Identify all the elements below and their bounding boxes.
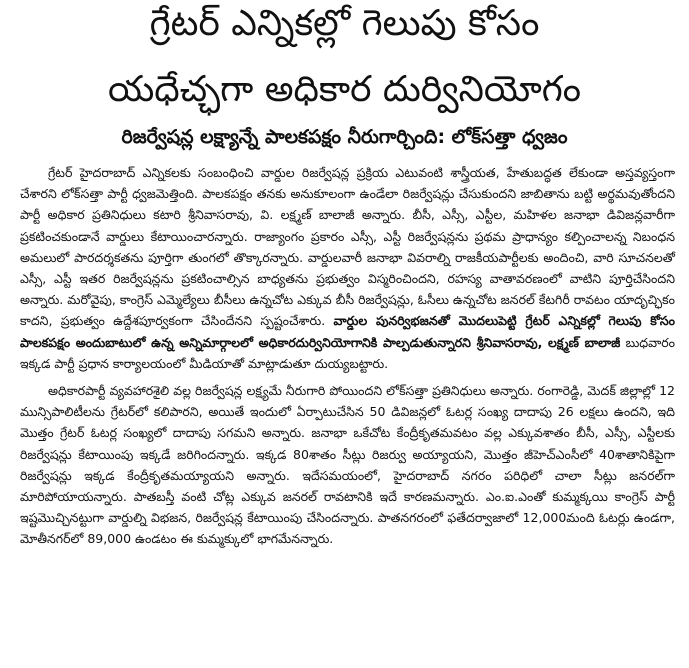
paragraph-1-closing: బుధవారం ఇక్కడ పార్టీ ప్రధాన కార్యాలయంలో మీడియాతో మాట్లాడుతూ దుయ్యబట్టారు.	[20, 334, 675, 371]
paragraph-1-text: గ్రేటర్ హైదరాబాద్ ఎన్నికలకు సంబంధించి వార్డుల రిజర్వేషన్ల ప్రక్రియ ఎటువంటి శాస్త్రీయత, హేతుబద్ధత లేకుండా అస్తవ్యస్తంగా చేశారని లోక్‌సత్తా పార్టీ ధ్వజమెత్తింది. పాలకపక్షం తనకు అనుకూలంగా ఉండేలా రిజర్వేషన్లు చేసుకుందని జాబితాను బట్టి అర్థమవుతోందని పార్టీ అధికార ప్రతినిధులు కటారి శ్రీనివాసరావు, వి. లక్ష్మణ్ బాలాజీ అన్నారు. బీసీ, ఎస్సీ, ఎస్టీల, మహిళల జనాభా డివిజన్లవారీగా ప్రకటించకుండానే వార్డులు కేటాయించారన్నారు. రాజ్యాంగం ప్రకారం ఎస్సీ, ఎస్టీ రిజర్వేషన్లను ప్రథమ ప్రాధాన్యం కల్పించాలన్న నిబంధన అమలులో పారదర్శకతను పూర్తిగా తుంగలో తొక్కారన్నారు. వార్డులవారీ జనాభా వివరాల్ని రాజకీయపార్టీలకు అందించి, వారి సూచనలతో ఎస్సీ, ఎస్టీ ఇతర రిజర్వేషన్లను ప్రకటించాల్సిన బాధ్యతను ప్రభుత్వం విస్మరించిందని, రహస్య వాతావరణంలో వాటిని పూర్తిచేసిందని అన్నారు. మరోవైపు, కాంగ్రెస్ ఎమ్మెల్యేలు బీసీలు ఉన్నచోట ఎక్కువ బీసీ రిజర్వేషన్లు, ఓసీలు ఉన్నచోట జనరల్ కేటగిరీ రావటం యాదృచ్ఛికం కాదని, ప్రభుత్వం ఉద్దేశపూర్వకంగా చేసిందేనని స్పష్టంచేశారు.	[20, 165, 675, 329]
article-paragraph-2: అధికారపార్టీ వ్యవహారశైలి వల్ల రిజర్వేషన్ల లక్ష్యమే నీరుగారి పోయిందని లోక్‌సత్తా ప్రతినిధులు అన్నారు. రంగారెడ్డి, మెదక్ జిల్లాల్లో 12 మున్సిపాలిటీలను గ్రేటర్‌లో కలిపారని, అయితే ఇందులో ఏర్పాటుచేసిన 50 డివిజన్లలో ఓటర్ల సంఖ్య దాదాపు 26 లక్షలు ఉందని, ఇది మొత్తం గ్రేటర్ ఓటర్ల సంఖ్యలో దాదాపు సగమని అన్నారు. జనాభా ఒకేచోట కేంద్రీకృతమవటం వల్ల ఎక్కువశాతం బీసీ, ఎస్సీ, ఎస్టీలకు రిజర్వేషన్లు కేటాయింపు ఇక్కడే జరిగిందన్నారు. ఇక్కడ 80శాతం సీట్లు రిజర్వు అయ్యాయని, మొత్తం జీహెచ్ఎంసీలో 40శాతానికిపైగా రిజర్వేషన్లు ఇక్కడ కేంద్రీకృతమయ్యాయని అన్నారు. ఇదేసమయంలో, హైదరాబాద్ నగరం పరిధిలో చాలా సీట్లు జనరల్‌గా మారిపోయాయన్నారు. పాతబస్తీ వంటి చోట్ల ఎక్కువ జనరల్ రావటానికి ఇదే కారణమన్నారు. ఎం.ఐ.ఎంతో కుమ్మక్కయి కాంగ్రెస్ పార్టీ ఇష్టమొచ్చినట్టుగా వార్డుల్ని విభజన, రిజర్వేషన్ల కేటాయింపు చేసిందన్నారు. పాతనగరంలో ఫతేదర్వాజాలో 12,000మంది ఓటర్లు ఉండగా, మోతీనగర్‌లో 89,000 ఉండటం ఈ కుమ్మక్కులో భాగమేనన్నారు.	[20, 383, 675, 547]
headline-line-2: యధేచ్ఛగా అధికార దుర్వినియోగం	[108, 69, 581, 110]
article-body	[20, 162, 675, 550]
subheadline: రిజర్వేషన్ల లక్ష్యాన్నే పాలకపక్షం నీరుగార్చింది: లోక్‌సత్తా ధ్వజం	[121, 126, 568, 148]
headline-line-1: గ్రేటర్ ఎన్నికల్లో గెలుపు కోసం	[149, 3, 540, 44]
article-paragraph-1	[20, 162, 675, 374]
paragraph-1-emphasis: వార్డుల పునర్విభజనతో మొదలుపెట్టి గ్రేటర్ ఎన్నికల్లో గెలుపు కోసం పాలకపక్షం అందుబాటులో ఉన్న అన్నిమార్గాలలో అధికారదుర్వినియోగానికి పాల్పడుతున్నారని శ్రీనివాసరావు, లక్ష్మణ్ బాలాజీ	[20, 313, 675, 350]
